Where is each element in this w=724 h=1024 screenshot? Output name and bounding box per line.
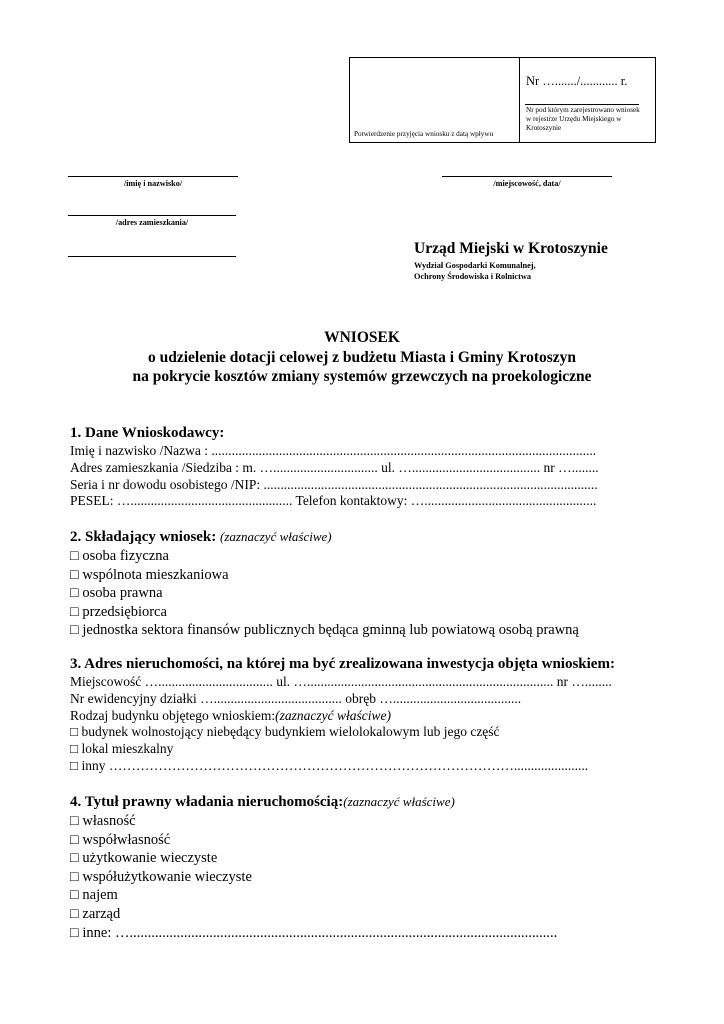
legal-title-option[interactable]: □ inne: …...................................................................................................................... bbox=[70, 924, 558, 941]
address-field-caption: /adres zamieszkania/ bbox=[115, 218, 189, 227]
section-legal-title bbox=[70, 792, 655, 942]
applicant-type-option[interactable]: □ osoba prawna bbox=[70, 585, 163, 602]
property-parcel-row[interactable]: Nr ewidencyjny działki …...................................... obręb …...................................... bbox=[70, 690, 522, 706]
legal-title-option[interactable]: □ własność bbox=[70, 813, 136, 829]
receipt-stamp-area bbox=[350, 58, 520, 142]
registration-number-area bbox=[520, 58, 655, 142]
legal-title-option[interactable]: □ użytkowanie wieczyste bbox=[70, 850, 218, 867]
applicant-type-option[interactable]: □ przedsiębiorca bbox=[70, 603, 167, 620]
registration-number: Nr …......./............ r. bbox=[526, 74, 628, 88]
section-1-heading: 1. Dane Wnioskodawcy: bbox=[70, 425, 225, 441]
legal-title-option[interactable]: □ współużytkowanie wieczyste bbox=[70, 868, 252, 885]
building-type-option[interactable]: □ inny ………………………………………………………………………………...................... bbox=[70, 757, 589, 773]
building-type-label bbox=[70, 708, 670, 725]
registration-number-divider bbox=[525, 104, 639, 105]
office-addressee bbox=[414, 240, 608, 282]
legal-title-option[interactable]: □ współwłasność bbox=[70, 831, 171, 848]
name-field-line bbox=[68, 176, 238, 177]
name-field[interactable] bbox=[68, 176, 238, 188]
address-field-line bbox=[68, 215, 236, 216]
applicant-name-row[interactable]: Imię i nazwisko /Nazwa : .................................................................................................................. bbox=[70, 443, 597, 458]
place-date-field[interactable] bbox=[442, 176, 612, 188]
building-type-option[interactable]: □ budynek wolnostojący niebędący budynkiem wielolokalowym lub jego część bbox=[70, 724, 500, 740]
applicant-id-row[interactable]: Seria i nr dowodu osobistego /NIP: ................................................................................................... bbox=[70, 476, 598, 492]
applicant-type-option[interactable]: □ jednostka sektora finansów publicznych będąca gminną lub powiatową osobą prawną bbox=[70, 622, 579, 639]
building-type-note: (zaznaczyć właściwe) bbox=[275, 707, 391, 723]
address-field-continued[interactable] bbox=[68, 256, 236, 257]
document-title-block bbox=[0, 328, 724, 387]
applicant-type-option[interactable]: □ osoba fizyczna bbox=[70, 548, 169, 564]
applicant-address-row[interactable]: Adres zamieszkania /Siedziba : m. …............................... ul. …...................................... nr …........ bbox=[70, 459, 599, 475]
receipt-confirmation-label: Potwierdzenie przyjęcia wniosku z datą wpływu bbox=[354, 130, 494, 138]
legal-title-option[interactable]: □ najem bbox=[70, 887, 118, 904]
section-4-heading bbox=[70, 792, 655, 812]
place-date-field-line bbox=[442, 176, 612, 177]
property-locality-row[interactable]: Miejscowość ….................................. ul. …......................................................................... nr …........ bbox=[70, 674, 612, 689]
building-type-title: Rodzaj budynku objętego wnioskiem: bbox=[70, 707, 276, 723]
legal-title-option[interactable]: □ zarząd bbox=[70, 905, 121, 922]
section-applicant-data bbox=[70, 424, 655, 510]
section-2-title: 2. Składający wniosek: bbox=[70, 529, 217, 545]
office-department-line1: Wydział Gospodarki Komunalnej, bbox=[414, 261, 536, 270]
section-4-title: 4. Tytuł prawny władania nieruchomością: bbox=[70, 794, 344, 810]
place-date-field-caption: /miejscowość, data/ bbox=[493, 179, 561, 188]
registration-number-note: Nr pod którym zarejestrowano wniosek w rejestrze Urzędu Miejskiego w Krotoszynie bbox=[526, 106, 640, 132]
applicant-pesel-phone-row[interactable]: PESEL: …................................................ Telefon kontaktowy: …................................................... bbox=[70, 493, 597, 509]
section-4-note: (zaznaczyć właściwe) bbox=[343, 794, 455, 809]
address-field-continued-line bbox=[68, 256, 236, 257]
section-2-heading bbox=[70, 527, 655, 547]
building-type-option[interactable]: □ lokal mieszkalny bbox=[70, 741, 174, 757]
registration-box bbox=[349, 57, 656, 143]
address-field[interactable] bbox=[68, 215, 236, 227]
document-subtitle-line1: o udzielenie dotacji celowej z budżetu Miasta i Gminy Krotoszyn bbox=[147, 348, 577, 366]
section-2-note: (zaznaczyć właściwe) bbox=[220, 529, 332, 544]
section-property-address bbox=[70, 655, 670, 775]
section-applicant-type bbox=[70, 527, 655, 640]
section-3-heading: 3. Adres nieruchomości, na której ma być zrealizowana inwestycja objęta wnioskiem: bbox=[70, 656, 615, 672]
document-title: WNIOSEK bbox=[324, 329, 400, 346]
office-title: Urząd Miejski w Krotoszynie bbox=[414, 240, 608, 257]
name-field-caption: /imię i nazwisko/ bbox=[123, 179, 183, 188]
office-department-line2: Ochrony Środowiska i Rolnictwa bbox=[414, 272, 532, 281]
applicant-type-option[interactable]: □ wspólnota mieszkaniowa bbox=[70, 566, 229, 583]
document-subtitle-line2: na pokrycie kosztów zmiany systemów grzewczych na proekologiczne bbox=[132, 368, 592, 385]
